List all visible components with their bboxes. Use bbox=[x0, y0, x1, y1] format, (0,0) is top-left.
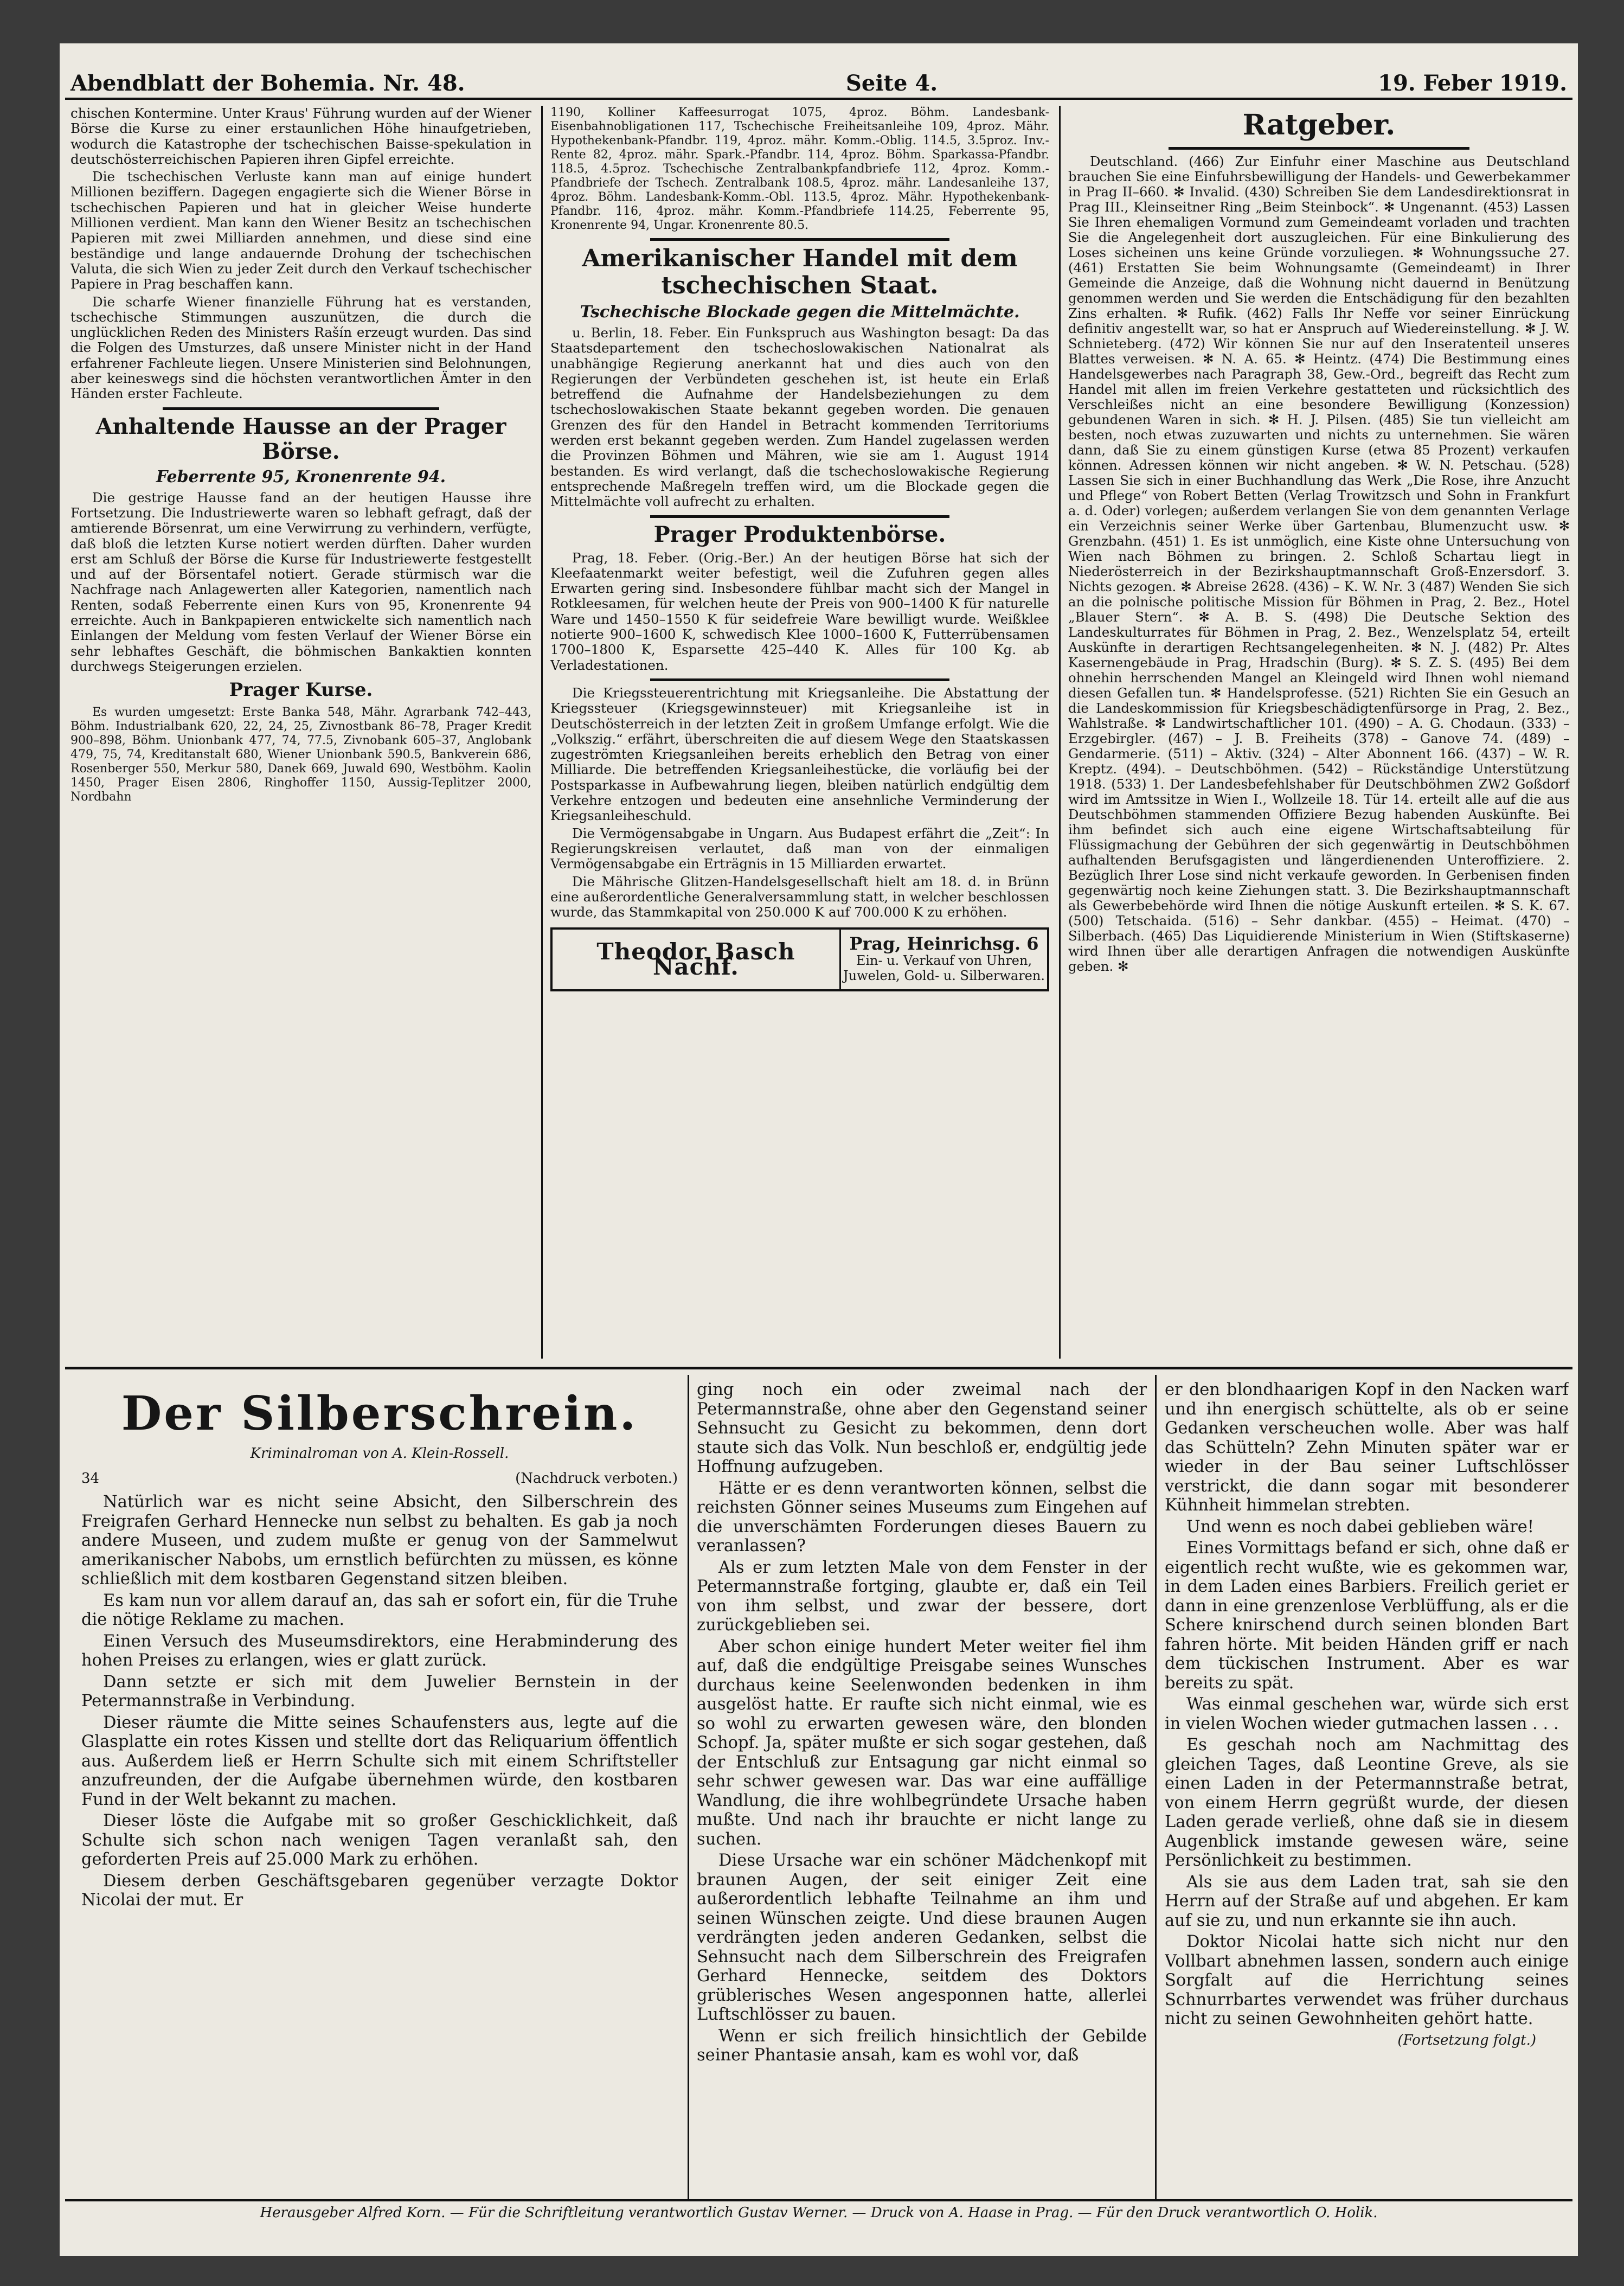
section-heading: Prager Kurse. bbox=[229, 679, 373, 701]
paragraph: Diese Ursache war ein schöner Mädchenkopf mit braunen Augen, der seit einiger Zeit eine außerordentlich lebhafte Teilnahme an ihm und seinen Wünschen zeigte. Und diese braunen Augen verdrängten jeden anderen Gedanken, selbst die Sehnsucht nach dem Silberschrein des Freigrafen Gerhard Hennecke, seitdem des Doktors grüblerisches Wesen angesponnen hatte, allerlei Luftschlösser zu bauen. bbox=[697, 1851, 1147, 2024]
paragraph: Es wurden umgesetzt: Erste Banka 548, Mähr. Agrarbank 742–443, Böhm. Industrialbank 620, 22, 24, 25, Zivnostbank 86–78, Prager Kredit 900–898, Böhm. Unionbank 477, 74, 77.5, Zivnobank 605–37, Anglobank 479, 75, 74, Kreditanstalt 680, Wiener Unionbank 590.5, Bankverein 686, Rosenberger 550, Merkur 580, Danek 669, Juwald 690, Westböhm. Kaolin 1450, Prager Eisen 2806, Ringhoffer 1150, Aussig-Teplitzer 2000, Nordbahn bbox=[70, 706, 531, 804]
header-left: Abendblatt der Bohemia. Nr. 48. bbox=[70, 71, 465, 96]
paragraph: Die Kriegssteuerentrichtung mit Kriegsanleihe. Die Abstattung der Kriegssteuer (Kriegsgewinnsteuer) mit Kriegsanleihe ist in Deutschösterreich in der letzten Zeit in großem Umfange erfolgt. Wie die „Volkszig.“ erfährt, überschreiten die auf diesem Wege den Staatskassen zugeströmten Kriegsanleihen bereits erheblich den Betrag von einer Milliarde. Die betreffenden Kriegsanleihestücke, die vorläufig bei der Postsparkasse in Aufbewahrung liegen, bleiben natürlich endgültig dem Verkehre entzogen und bedeuten eine ansehnliche Verminderung der Kriegsanleiheschuld. bbox=[550, 684, 1049, 824]
paragraph: Doktor Nicolai hatte sich nicht nur den Vollbart abnehmen lassen, sondern auch einige Sorgfalt auf die Herrichtung seines Schnurrbartes verwendet was früher durchaus nicht zu seinen Gewohnheiten gehört hatte. bbox=[1165, 1932, 1569, 2028]
section-divider bbox=[650, 238, 949, 241]
running-header bbox=[60, 43, 1578, 95]
paragraph: Diesem derben Geschäftsgebaren gegenüber verzagte Doktor Nicolai der mut. Er bbox=[81, 1871, 678, 1910]
section-divider bbox=[163, 407, 439, 410]
column-rule bbox=[1155, 1375, 1157, 2199]
header-rule bbox=[65, 98, 1572, 100]
column-rule bbox=[688, 1375, 689, 2199]
paragraph: Als er zum letzten Male von dem Fenster in der Petermannstraße fortging, glaubte er, daß ein Teil von ihm selbst, und zwar der bessere, dort zurückgeblieben sei. bbox=[697, 1558, 1147, 1635]
section-divider bbox=[650, 515, 949, 518]
paragraph: Die tschechischen Verluste kann man auf einige hundert Millionen beziffern. Dagegen engagierte sich die Wiener Börse in tschechischen Papieren und hat in gleicher Weise hunderte Millionen verdient. Man kann den Wiener Besitz an tschechischen Papieren mit zwei Milliarden annehmen, und diese sind eine beständige und lange andauernde Drohung der tschechischen Valuta, die sich Wien zu jeder Zeit durch den Verkauf tschechischer Papiere in Prag beschaffen kann. bbox=[70, 169, 531, 292]
paragraph: Die scharfe Wiener finanzielle Führung hat es verstanden, tschechische Stimmungen auszunützen, die durch die unglücklichen Reden des Ministers Rašín erzeugt wurden. Das sind die Folgen des Umsturzes, daß unsere Minister nicht in der Hand erfahrener Fachleute liegen. Unsere Ministerien sind Belohnungen, aber keineswegs sind die höchsten verantwortlichen Ämter in den Händen erster Fachleute. bbox=[70, 293, 531, 402]
paragraph: Und wenn es noch dabei geblieben wäre! bbox=[1186, 1517, 1535, 1536]
column-3 bbox=[1068, 106, 1570, 1353]
paragraph: Deutschland. (466) Zur Einfuhr einer Maschine aus Deutschland brauchen Sie eine Einfuhrsbewilligung der Handels- und Gewerbekammer in Prag II–660. ✻ Invalid. (430) Schreiben Sie dem Landesdirektionsrat in Prag III., Kleinseitner Ring „Beim Steinbock“. ✻ Ungenannt. (453) Lassen Sie Ihren ehemaligen Vormund zum Gemeindeamt vorladen und trachten Sie die Angelegenheit dort auszugleichen. Für eine Binkulierung des Loses sicheinen uns keine Gründe vorzuliegen. ✻ Wohnungssuche 27. (461) Erstatten Sie beim Wohnungsamte (Gemeindeamt) in Ihrer Gemeinde die Anzeige, daß die Wohnung nicht dauernd in Benützung genommen werden und Sie werden die Entschädigung für den bezahlten Zins erhalten. ✻ Rufik. (462) Falls Ihr Neffe vor seiner Einrückung definitiv angestellt war, so hat er Anspruch auf Wiedereinstellung. ✻ J. W. Schnieteberg. (472) Wir können Sie nur auf den Inseratenteil unseres Blattes verweisen. ✻ N. A. 65. ✻ Heintz. (474) Die Bestimmung eines Handelsgewerbes nach Paragraph 38, Gew.-Ord., begreift das Recht zum Handel mit allen im freien Verkehre gestatteten und rücksichtlich des Verschleißes nicht an eine besondere Bewilligung (Konzession) gebundenen Waren in sich. ✻ H. J. Pilsen. (485) Sie tun vielleicht am besten, noch etwas zuzuwarten und nichts zu unternehmen. Sie wären dann, daß Sie zu einem günstigen Kurse (etwa 85 Prozent) verkaufen können. Adressen können wir nicht angeben. ✻ W. N. Petschau. (528) Lassen Sie sich in einer Buchhandlung das Werk „Die Rose, ihre Anzucht und Pflege“ von Robert Betten (Verlag Trowitzsch und Sohn in Frankfurt a. d. Oder) vorlegen; außerdem verlangen Sie von dem genannten Verlage ein Verzeichnis seiner Werke über Gartenbau, Blumenzucht usw. ✻ Grenzbahn. (451) 1. Es ist unmöglich, eine Kiste ohne Untersuchung von Wien nach Böhmen zu bringen. 2. Schloß Schartau liegt in Niederösterreich in der Bezirkshauptmannschaft Groß-Enzersdorf. 3. Nichts gezogen. ✻ Abreise 2628. (436) – K. W. Nr. 3 (487) Wenden Sie sich an die polnische politische Mission für Böhmen in Prag, 2. Bez., Hotel „Blauer Stern“. ✻ A. B. S. (498) Die Deutsche Sektion des Landeskulturrates für Böhmen in Prag, 2. Bez., Wenzelsplatz 54, erteilt Auskünfte in derartigen Rechtsangelegenheiten. ✻ N. J. (482) Pr. Altes Kasernengebäude in Prag, Hradschin (Burg). ✻ S. Z. S. (495) Bei dem ohnehin herrschenden Mangel an Kleingeld wird Ihnen wohl niemand diesen Gefallen tun. ✻ Handelsprofesse. (521) Richten Sie ein Gesuch an die Landeskommission für Kriegsbeschädigtenfürsorge in Prag, 2. Bez., Wahlstraße. ✻ Landwirtschaftlicher 101. (490) – A. G. Chodaun. (333) – Erzgebirgler. (467) – J. B. Freiheits (378) – Ganove 74. (489) – Gendarmerie. (511) – Aktiv. (324) – Alter Abonnent 166. (437) – W. R. Kreptz. (494). – Deutschböhmen. (542) – Rückständige Unterstützung 1918. (533) 1. Der Landesbefehlshaber für Deutschböhmen ZW2 Goßdorf wird im Amtssitze in Wien I., Wollzeile 18. Tür 14. erteilt alle auf die aus Deutschböhmen stammenden Offiziere Bezug habenden Auskünfte. Bei ihm befindet sich auch eine eigene Wirtschaftsabteilung für Flüssigmachung der Gebühren der sich gegenwärtig in Deutschböhmen aufhaltenden Berufsgagisten und längerdienenden Unteroffiziere. 2. Bezüglich Ihrer Lose sind nicht verkaufe geworden. In Gerbenisen finden gegenwärtig noch keine Ziehungen statt. 3. Die Bezirkshauptmannschaft als Gewerbebehörde wird Ihnen die nötige Auskunft erteilen. ✻ S. K. 67. (500) Tetschaida. (516) – Sehr dankbar. (455) – Heimat. (470) – Silberbach. (465) Das Liquidierende Ministerium in Wien (Stiftskaserne) wird Ihnen über alle derartigen Anfragen die notwendigen Auskünfte geben. ✻ bbox=[1068, 153, 1570, 974]
footer-rule bbox=[65, 2199, 1572, 2201]
ad-line: Ein- u. Verkauf von Uhren, bbox=[856, 952, 1032, 968]
imprint-footer: Herausgeber Alfred Korn. — Für die Schriftleitung verantwortlich Gustav Werner. — Druck von A. Haase in Prag. — Für den Druck verantwortlich O. Holik. bbox=[260, 2205, 1378, 2221]
article-subheading: Feberrente 95, Kronenrente 94. bbox=[156, 467, 446, 486]
ad-line: Juwelen, Gold- u. Silberwaren. bbox=[843, 968, 1045, 983]
article-heading: Anhaltende Hausse an der Prager Börse. bbox=[95, 413, 506, 464]
ad-company-name: Theodor Basch Nachf. bbox=[553, 930, 841, 989]
paragraph: Wenn er sich freilich hinsichtlich der Gebilde seiner Phantasie ansah, kam es wohl vor, daß bbox=[697, 2026, 1147, 2065]
column-1 bbox=[70, 106, 531, 1299]
novel-byline: Kriminalroman von A. Klein-Rossell. bbox=[250, 1445, 509, 1462]
section-rule bbox=[65, 1367, 1572, 1369]
paragraph: Dann setzte er sich mit dem Juwelier Bernstein in der Petermannstraße in Verbindung. bbox=[81, 1672, 678, 1711]
paragraph: Die gestrige Hausse fand an der heutigen Hausse ihre Fortsetzung. Die Industriewerte waren so lebhaft gefragt, daß der amtierende Börsenrat, um eine Verwirrung zu verhindern, verfügte, daß bloß die letzten Kurse notiert werden dürften. Daher wurden erst am Schluß der Börse die Kurse für Industriewerte festgestellt und auf der Börsentafel notiert. Gerade stürmisch war die Nachfrage nach Anlagewerten aller Kategorien, namentlich nach Renten, sodaß Feberrente einen Kurs von 95, Kronenrente 94 erreichte. Auch in Bankpapieren entwickelte sich namentlich nach Einlangen der Meldung vom festen Verlauf der Wiener Börse ein sehr lebhaftes Geschäft, die böhmischen Bankaktien konnten durchwegs Steigerungen erzielen. bbox=[70, 489, 531, 674]
paragraph: chischen Kontermine. Unter Kraus' Führung wurden auf der Wiener Börse die Kurse zu einer erstaunlichen Höhe hinaufgetrieben, wodurch die Katastrophe der tschechischen Baisse-spekulation in deutschösterreichischen Papieren ihren Gipfel erreichte. bbox=[70, 106, 531, 167]
section-heading: Ratgeber. bbox=[1242, 108, 1396, 142]
column-rule bbox=[1059, 106, 1061, 1359]
article-subheading: Tschechische Blockade gegen die Mittelmächte. bbox=[580, 303, 1020, 322]
paragraph: 1190, Kolliner Kaffeesurrogat 1075, 4proz. Böhm. Landesbank-Eisenbahnobligationen 117, Tschechische Freiheitsanleihe 109, 4proz. Mähr. Hypothekenbank-Pfandbr. 119, 4proz. mähr. Komm.-Oblig. 114.5, 3.5proz. Inv.-Rente 82, 4proz. mähr. Spark.-Pfandbr. 114, 4proz. Böhm. Sparkassa-Pfandbr. 118.5, 4.5proz. Tschechische Zentralbankpfandbriefe 112, 4proz. Komm.-Pfandbriefe der Tschech. Zentralbank 108.5, 4proz. mähr. Landesanleihe 137, 4proz. Böhm. Landesbank-Komm.-Obl. 113.5, 4proz. Mähr. Hypothekenbank-Pfandbr. 116, 4proz. mähr. Komm.-Pfandbriefe 114.25, Feberrente 95, Kronenrente 94, Ungar. Kronenrente 80.5. bbox=[550, 106, 1049, 232]
paragraph: Die Vermögensabgabe in Ungarn. Aus Budapest erfährt die „Zeit“: In Regierungskreisen verlautet, daß man von der einmaligen Vermögensabgabe ein Erträgnis in 15 Milliarden erwartet. bbox=[550, 825, 1049, 872]
paragraph: ging noch ein oder zweimal nach der Petermannstraße, ohne aber den Gegenstand seiner Sehnsucht zu Gesicht zu bekommen, denn dort staute sich das Volk. Nun beschloß er, endgültig jede Hoffnung aufzugeben. bbox=[697, 1380, 1147, 1476]
paragraph: Als sie aus dem Laden trat, sah sie den Herrn auf der Straße auf und abgehen. Er kam auf sie zu, und nun erkannte sie ihn auch. bbox=[1165, 1872, 1569, 1930]
article-heading: Amerikanischer Handel mit dem tschechischen Staat. bbox=[582, 245, 1018, 299]
paragraph: Hätte er es denn verantworten können, selbst die reichsten Gönner seines Museums zum Eingehen auf die unverschämten Forderungen dieses Bauern zu veranlassen? bbox=[697, 1478, 1147, 1555]
column-2 bbox=[550, 106, 1049, 1353]
paragraph: Was einmal geschehen war, würde sich erst in vielen Wochen wieder gutmachen lassen . . . bbox=[1165, 1695, 1569, 1733]
novel-column-3 bbox=[1165, 1380, 1569, 2194]
paragraph: Prag, 18. Feber. (Orig.-Ber.) An der heutigen Börse hat sich der Kleefaatenmarkt weiter befestigt, weil die Zufuhren gegen alles Erwarten gering sind. Insbesondere fühlbar macht sich der Mangel in Rotkleesamen, für welchen heute der Preis von 900–1400 K für naturelle Ware und 1450–1550 K für seidefreie Ware bewilligt wurde. Weißklee notierte 900–1600 K, schwedisch Klee 1000–1600 K, Futterrübensamen 1700–1800 K, Esparsette 425–440 K. Alles für 100 Kg. ab Verladestationen. bbox=[550, 549, 1049, 673]
paragraph: Natürlich war es nicht seine Absicht, den Silberschrein des Freigrafen Gerhard Hennecke nun selbst zu behalten. Es gab ja noch andere Museen, und zudem mußte er genug von der Sammelwut amerikanischer Nabobs, um ernstlich befürchten zu müssen, es könne schließlich mit dem kostbaren Gegenstand sitzen bleiben. bbox=[81, 1493, 678, 1589]
novel-meta bbox=[81, 1469, 678, 1489]
paragraph: u. Berlin, 18. Feber. Ein Funkspruch aus Washington besagt: Da das Staatsdepartement den tschechoslowakischen Nationalrat als unabhängige Regierung anerkannt hat und dies auch von den Regierungen der Verbündeten geschehen ist, ist heute ein Erlaß betreffend die Aufnahme der Handelsbeziehungen zu dem tschechoslowakischen Staate bekannt gegeben worden. Die genauen Grenzen des für den Handel in Betracht kommenden Territoriums werden erst bekannt gegeben werden. Zum Handel zugelassen werden die Provinzen Böhmen und Mähren, wie sie am 1. August 1914 bestanden. Es wird verlangt, daß die tschechoslowakische Regierung entsprechende Maßregeln treffen wird, um die Blockade gegen die Mittelmächte voll aufrecht zu erhalten. bbox=[550, 325, 1049, 510]
paragraph: Die Mährische Glitzen-Handelsgesellschaft hielt am 18. d. in Brünn eine außerordentliche Generalversammlung statt, in welcher beschlossen wurde, das Stammkapital von 250.000 K auf 700.000 K zu erhöhen. bbox=[550, 873, 1049, 920]
paragraph: er den blondhaarigen Kopf in den Nacken warf und ihn energisch schüttelte, als ob er seine Gedanken verscheuchen wolle. Aber was half das Schütteln? Zehn Minuten später war er wieder in der Bau seiner Luftschlösser verstrickt, die dann sogar mit besonderer Kühnheit himmelan strebten. bbox=[1165, 1380, 1569, 1515]
paragraph: Es geschah noch am Nachmittag des gleichen Tages, daß Leontine Greve, als sie einen Laden in der Petermannstraße betrat, von einem Herrn gegrüßt wurde, der diesen Laden gerade verließ, ohne daß sie in diesem Augenblick imstande gewesen wäre, seine Persönlichkeit zu bestimmen. bbox=[1165, 1736, 1569, 1870]
column-rule bbox=[541, 106, 543, 1359]
continuation-notice: (Fortsetzung folgt.) bbox=[1397, 2032, 1536, 2048]
paragraph: Es kam nun vor allem darauf an, das sah er sofort ein, für die Truhe die nötige Reklame zu machen. bbox=[81, 1591, 678, 1629]
paragraph: Dieser löste die Aufgabe mit so großer Geschicklichkeit, daß Schulte sich schon nach wenigen Tagen veranlaßt sah, den geforderten Preis auf 25.000 Mark zu erhöhen. bbox=[81, 1811, 678, 1869]
paragraph: Dieser räumte die Mitte seines Schaufensters aus, legte auf die Glasplatte ein rotes Kissen und stellte dort das Reliquarium öffentlich aus. Außerdem ließ er Herrn Schulte sich mit einem Schriftsteller anzufreunden, der die Aufgabe übernehmen würde, den kostbaren Fund in der Welt bekannt zu machen. bbox=[81, 1713, 678, 1809]
installment-number: 34 bbox=[81, 1470, 100, 1487]
article-heading: Prager Produktenbörse. bbox=[653, 521, 946, 547]
ad-details bbox=[841, 934, 1047, 985]
section-divider bbox=[1169, 147, 1469, 150]
novel-column-2 bbox=[697, 1380, 1147, 2194]
paragraph: Aber schon einige hundert Meter weiter fiel ihm auf, daß die endgültige Preisgabe seines Wunsches durchaus keine Seelenwonden bedenken in ihm ausgelöst hatte. Er raufte sich nicht einmal, wie es so wohl zu erwarten gewesen wäre, den blonden Schopf. Ja, später mußte er sich sogar gestehen, daß der Entschluß zur Entsagung gar nicht einmal so sehr schwer gewesen war. Das war eine auffällige Wandlung, die ihre wohlbegründete Ursache haben mußte. Und nach ihr brauchte er nicht lange zu suchen. bbox=[697, 1637, 1147, 1849]
header-page-number: Seite 4. bbox=[846, 71, 938, 96]
paragraph: Eines Vormittags befand er sich, ohne daß er eigentlich recht wußte, wie es gekommen war, in dem Laden eines Barbiers. Freilich geriet er dann in eine grenzenlose Verblüffung, als er die Schere knirschend durch seinen blonden Bart fahren hörte. Mit beiden Händen griff er nach dem tückischen Instrument. Aber es war bereits zu spät. bbox=[1165, 1539, 1569, 1693]
section-divider bbox=[650, 678, 949, 681]
newspaper-page bbox=[60, 43, 1578, 2256]
header-date: 19. Feber 1919. bbox=[1378, 71, 1567, 96]
paragraph: Einen Versuch des Museumsdirektors, eine Herabminderung des hohen Preises zu erlangen, wies er glatt zurück. bbox=[81, 1631, 678, 1670]
novel-title: Der Silberschrein. bbox=[121, 1386, 638, 1441]
reprint-notice: (Nachdruck verboten.) bbox=[515, 1470, 678, 1487]
advertisement bbox=[550, 927, 1049, 991]
ad-address: Prag, Heinrichsg. 6 bbox=[849, 933, 1039, 954]
novel-column-1 bbox=[81, 1380, 678, 2194]
